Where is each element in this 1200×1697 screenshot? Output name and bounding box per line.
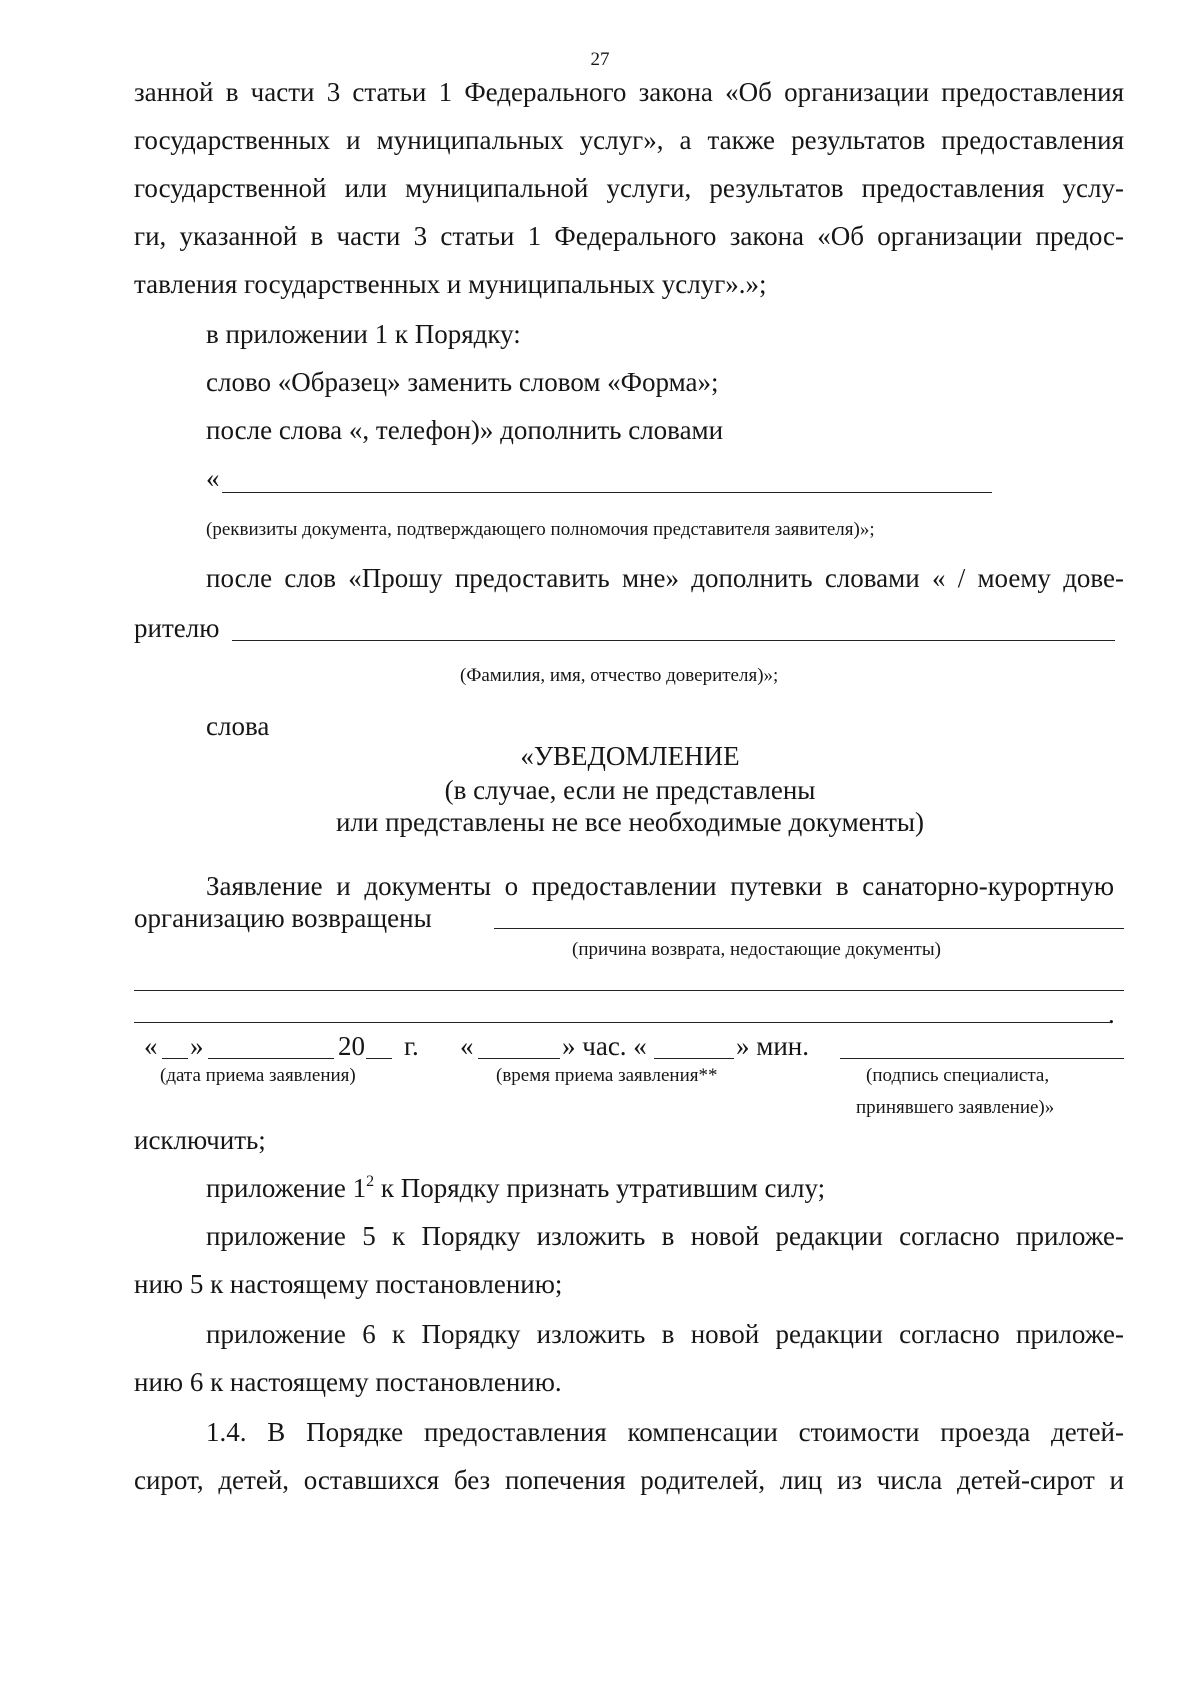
year-prefix: 20 [338, 1031, 365, 1061]
year-blank [366, 1058, 392, 1059]
app-number: приложение 1 [206, 1173, 367, 1203]
fill-in-line [232, 640, 1115, 641]
app-text: к Порядку признать утратившим силу; [374, 1173, 826, 1203]
notice-title: «УВЕДОМЛЕНИЕ [520, 741, 740, 771]
instruction-line: исключить; [134, 1125, 266, 1155]
paragraph-line: занной в части 3 статьи 1 Федерального закона «Об организации предоставления [134, 77, 1124, 107]
fill-in-line [134, 990, 1124, 991]
signature-blank [840, 1058, 1124, 1059]
instruction-line: приложение 6 к Порядку изложить в новой редакции согласно приложе- [206, 1319, 1124, 1349]
instruction-line: приложение 5 к Порядку изложить в новой редакции согласно приложе- [206, 1221, 1124, 1251]
instruction-line: после слов «Прошу предоставить мне» дополнить словами « / моему дове- [206, 563, 1124, 593]
notice-body: Заявление и документы о предоставлении путевки в санаторно-курортную [206, 871, 1114, 901]
reason-caption: (причина возврата, недостающие документы) [572, 939, 941, 960]
quote-mark: « [206, 463, 220, 493]
fio-caption: (Фамилия, имя, отчество доверителя)»; [460, 665, 779, 686]
year-suffix: г. [404, 1031, 419, 1061]
app-superscript: 2 [366, 1173, 375, 1190]
instruction-line: после слова «, телефон)» дополнить словами [206, 415, 724, 445]
fill-in-line [494, 928, 1124, 929]
instruction-line: в приложении 1 к Порядку: [206, 319, 521, 349]
date-caption: (дата приема заявления) [160, 1065, 356, 1086]
notice-subtitle: или представлены не все необходимые документы) [335, 807, 925, 837]
date-quote-close: » [190, 1031, 204, 1061]
day-blank [162, 1058, 188, 1059]
instruction-line: рителю [134, 613, 220, 643]
paragraph-line: государственных и муниципальных услуг», а также результатов предоставления [134, 125, 1124, 155]
instruction-line: слово «Образец» заменить словом «Форма»; [206, 367, 719, 397]
minutes-blank [654, 1058, 734, 1059]
fill-in-line [222, 492, 992, 493]
notice-body: организацию возвращены [134, 903, 432, 933]
hours-blank [478, 1058, 560, 1059]
time-quote-open: « [460, 1031, 474, 1061]
hours-label: » час. « [562, 1031, 647, 1061]
month-blank [208, 1058, 334, 1059]
instruction-line: нию 6 к настоящему постановлению. [134, 1367, 562, 1397]
paragraph-line: ги, указанной в части 3 статьи 1 Федерального закона «Об организации предос- [134, 221, 1124, 251]
paragraph-line: сирот, детей, оставшихся без попечения родителей, лиц из числа детей-сирот и [134, 1465, 1124, 1495]
page-number: 27 [590, 49, 610, 70]
signature-caption: (подпись специалиста, [866, 1065, 1050, 1086]
paragraph-line: государственной или муниципальной услуги, результатов предоставления услу- [134, 173, 1124, 203]
instruction-line: нию 5 к настоящему постановлению; [134, 1269, 563, 1299]
instruction-line [206, 1172, 825, 1204]
notice-subtitle: (в случае, если не представлены [444, 775, 816, 805]
paragraph-line: тавления государственных и муниципальных услуг».»; [134, 269, 767, 299]
date-quote-open: « [144, 1031, 158, 1061]
signature-caption: принявшего заявление)» [856, 1097, 1055, 1118]
period: . [1108, 999, 1115, 1029]
rekvizity-caption: (реквизиты документа, подтверждающего полномочия представителя заявителя)»; [206, 519, 875, 540]
fill-in-line [134, 1022, 1110, 1023]
section-heading-line: 1.4. В Порядке предоставления компенсации стоимости проезда детей- [206, 1417, 1124, 1447]
time-caption: (время приема заявления** [496, 1065, 718, 1086]
instruction-line: слова [206, 711, 270, 741]
minutes-label: » мин. [736, 1031, 809, 1061]
